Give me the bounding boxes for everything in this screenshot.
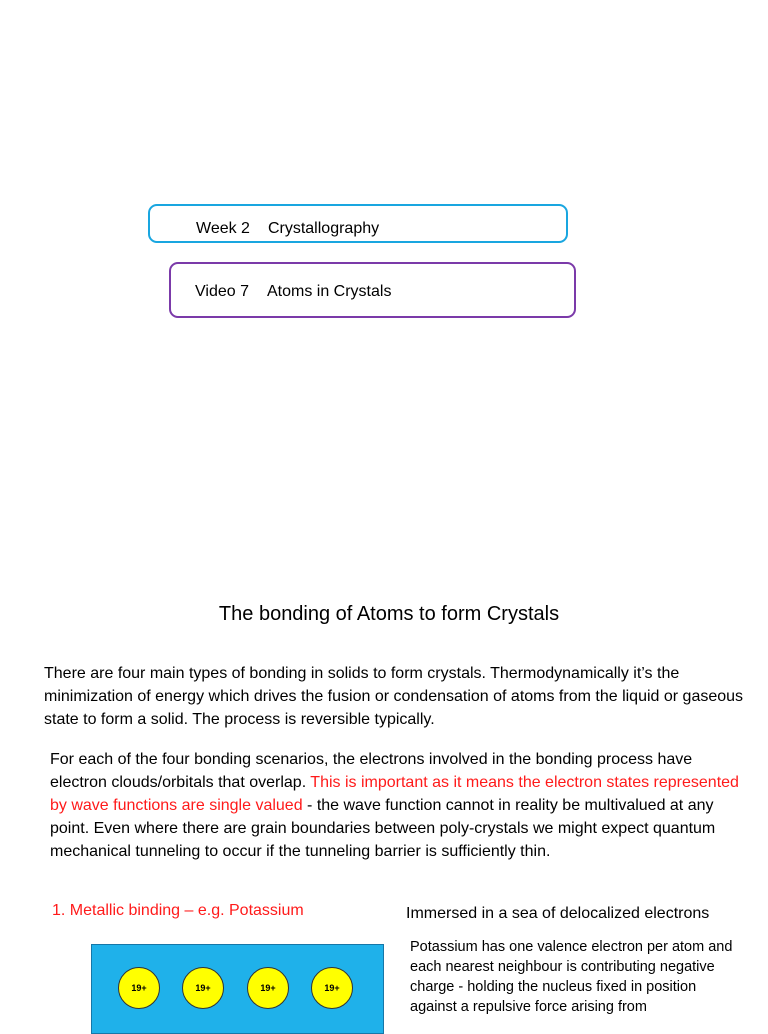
potassium-ion: 19+ xyxy=(311,967,353,1009)
orbital-paragraph xyxy=(50,748,750,863)
orbital-paragraph-intro: For each of the four bonding scenarios, the electrons involved in the bonding process have electron clouds/orbitals that overlap. xyxy=(50,751,693,791)
video-label: Video 7 xyxy=(195,283,249,300)
intro-paragraph: There are four main types of bonding in solids to form crystals. Thermodynamically it’s the minimization of energy which drives the fusion or condensation of atoms from the liquid or gaseous state to form a solid. The process is reversible typically. xyxy=(44,665,744,728)
week-label: Week 2 xyxy=(196,220,250,237)
orbital-paragraph-rest: - the wave function cannot in reality be multivalued at any point. Even where there are grain boundaries between poly-crystals we might expect quantum mechanical tunneling to occur if the tunneling barrier is sufficiently thin. xyxy=(50,797,716,860)
potassium-ion: 19+ xyxy=(118,967,160,1009)
video-topic: Atoms in Crystals xyxy=(266,283,392,300)
potassium-ion: 19+ xyxy=(247,967,289,1009)
week-header-box xyxy=(148,204,568,243)
video-header-box xyxy=(169,262,576,318)
video-header-text xyxy=(195,283,391,301)
section-title: The bonding of Atoms to form Crystals xyxy=(218,603,560,625)
potassium-description: Potassium has one valence electron per atom and each nearest neighbour is contributing negative charge - holding the nucleus fixed in position against a repulsive force arising from xyxy=(410,939,733,1015)
sea-of-electrons-heading: Immersed in a sea of delocalized electrons xyxy=(406,905,710,922)
potassium-ion: 19+ xyxy=(182,967,224,1009)
metallic-lattice-diagram xyxy=(91,944,384,1034)
week-topic: Crystallography xyxy=(267,220,380,237)
orbital-paragraph-highlight: This is important as it means the electron states represented by wave functions are single valued xyxy=(50,774,739,814)
week-header-text xyxy=(196,220,379,238)
metallic-binding-heading: 1. Metallic binding – e.g. Potassium xyxy=(52,902,304,919)
